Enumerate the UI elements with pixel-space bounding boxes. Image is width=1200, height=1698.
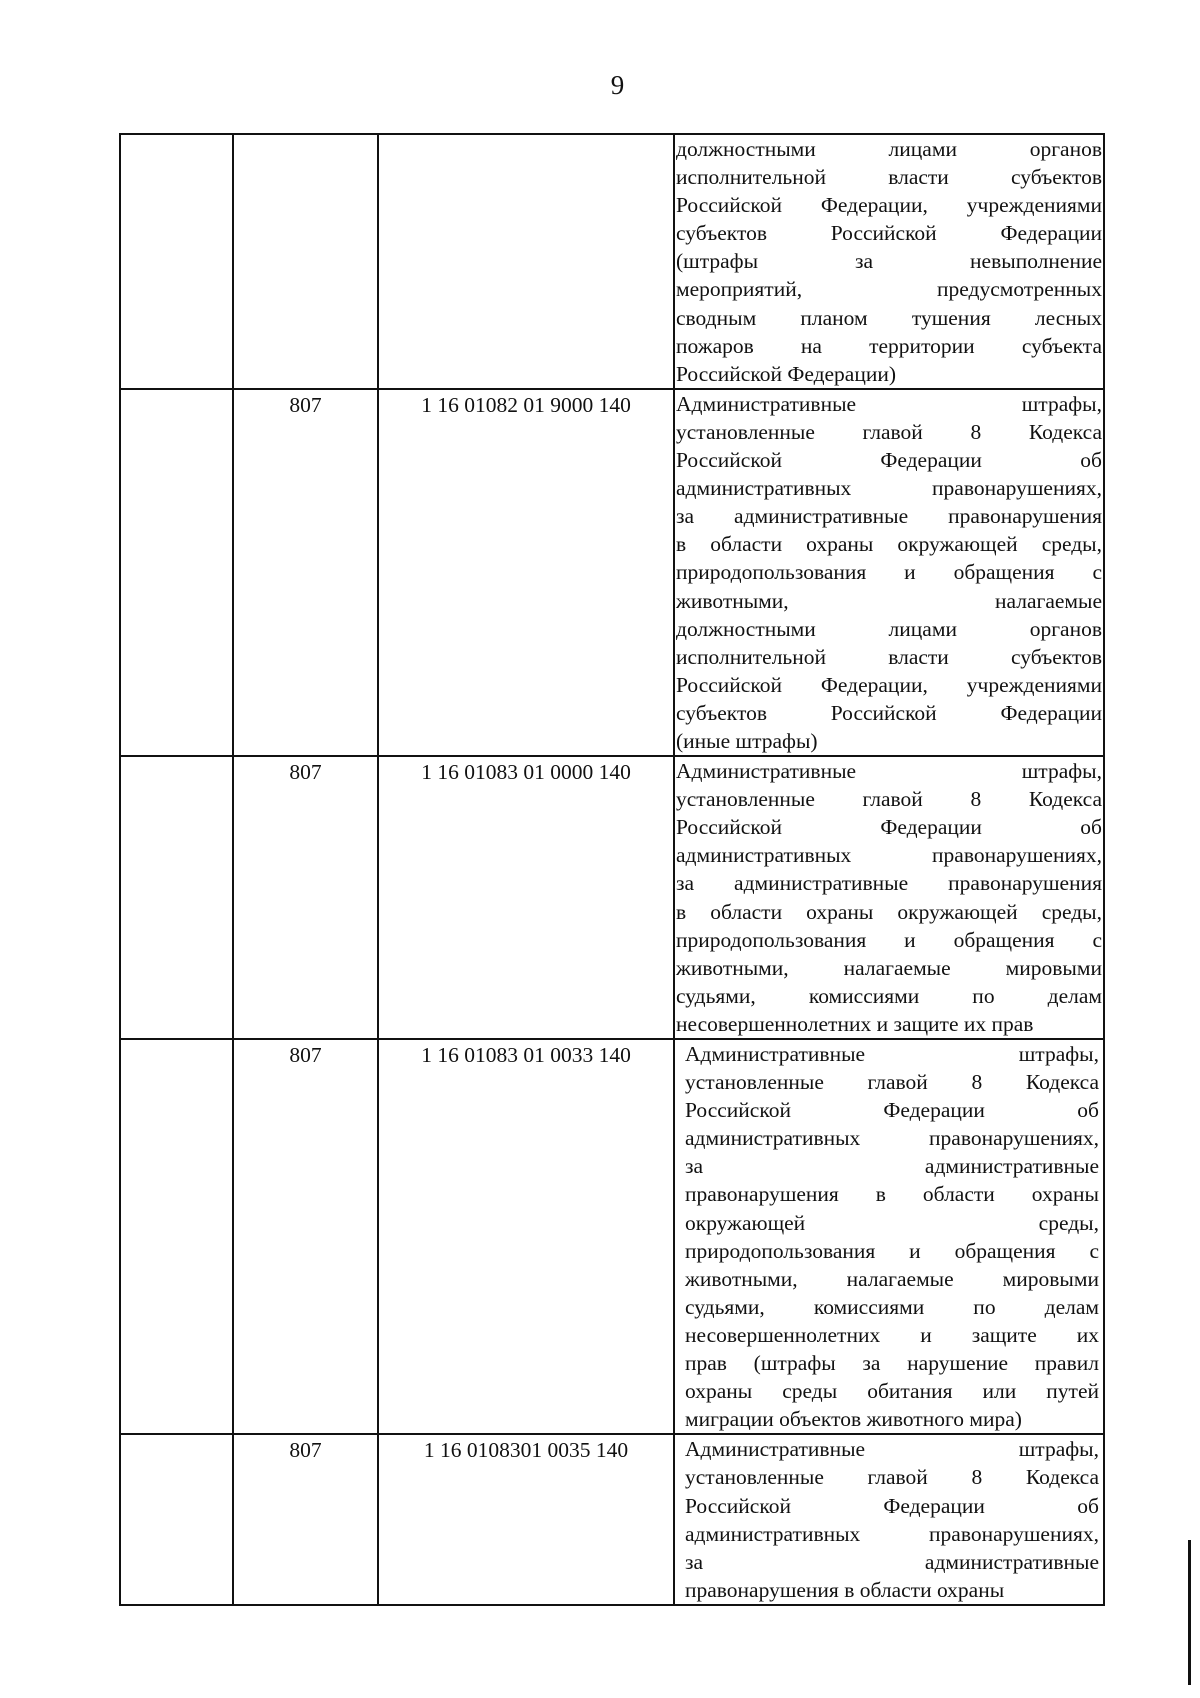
budget-code-cell: 1 16 01082 01 9000 140 [378, 389, 674, 756]
revenue-name-line: природопользования и обращения с [676, 560, 1102, 585]
revenue-name-line: за административные правонарушения [676, 871, 1102, 896]
table-row [120, 134, 1104, 389]
revenue-name-line: установленные главой 8 Кодекса [685, 1070, 1099, 1095]
revenue-name-line: животными, налагаемые мировыми [685, 1266, 1099, 1291]
revenue-name-line: миграции объектов животного мира) [685, 1407, 1022, 1432]
revenue-name-line: административных правонарушениях, [676, 843, 1102, 868]
revenue-name-line: Административные штрафы, [676, 391, 1102, 416]
revenue-name-line: природопользования и обращения с [676, 927, 1102, 952]
revenue-name-line: субъектов Российской Федерации [676, 700, 1102, 725]
budget-code-cell: 1 16 0108301 0035 140 [378, 1434, 674, 1605]
row-blank-cell [120, 756, 233, 1039]
revenue-name-line: Российской Федерации об [685, 1493, 1099, 1518]
revenue-name-line: за административные [685, 1154, 1099, 1179]
revenue-name-line: животными, налагаемые мировыми [676, 955, 1102, 980]
table-row [120, 389, 1104, 756]
revenue-name-line: (штрафы за невыполнение [676, 249, 1102, 274]
revenue-name-line: за административные правонарушения [676, 504, 1102, 529]
revenue-name-line: исполнительной власти субъектов [676, 644, 1102, 669]
revenue-name-line: должностными лицами органов [676, 137, 1102, 161]
revenue-name-cell [674, 1434, 1104, 1605]
budget-code-cell [378, 134, 674, 389]
revenue-name-line: административных правонарушениях, [676, 476, 1102, 501]
revenue-name-line: пожаров на территории субъекта [676, 333, 1102, 358]
administrator-code-cell [233, 134, 378, 389]
revenue-name-line: охраны среды обитания или путей [685, 1379, 1099, 1404]
revenue-name-line: Административные штрафы, [685, 1437, 1099, 1462]
revenue-name-line: административных правонарушениях, [685, 1126, 1099, 1151]
revenue-name-cell [674, 756, 1104, 1039]
revenue-name-line: Российской Федерации об [685, 1098, 1099, 1123]
revenue-name-line: установленные главой 8 Кодекса [676, 419, 1102, 444]
budget-code-cell: 1 16 01083 01 0000 140 [378, 756, 674, 1039]
administrator-code-cell: 807 [233, 1434, 378, 1605]
revenue-name-text [675, 390, 1103, 755]
revenue-name-line: Административные штрафы, [676, 759, 1102, 784]
revenue-name-line: мероприятий, предусмотренных [676, 277, 1102, 302]
revenue-name-line: Российской Федерации об [676, 815, 1102, 840]
revenue-name-line: субъектов Российской Федерации [676, 221, 1102, 246]
revenue-name-line: Административные штрафы, [685, 1042, 1099, 1066]
revenue-name-cell [674, 1039, 1104, 1434]
revenue-name-line: (иные штрафы) [676, 728, 818, 753]
revenue-name-line: несовершеннолетних и защите их прав [676, 1011, 1034, 1036]
page-number: 9 [610, 70, 625, 100]
revenue-name-line: судьями, комиссиями по делам [676, 983, 1102, 1008]
administrator-code-cell: 807 [233, 1039, 378, 1434]
revenue-name-text [675, 1435, 1103, 1604]
revenue-name-text [675, 1040, 1103, 1433]
table-row [120, 1434, 1104, 1605]
revenue-name-line: несовершеннолетних и защите их [685, 1322, 1099, 1347]
revenue-name-line: исполнительной власти субъектов [676, 165, 1102, 190]
administrator-code-cell: 807 [233, 389, 378, 756]
revenue-name-cell [674, 134, 1104, 389]
revenue-name-text [675, 135, 1103, 388]
revenue-name-line: правонарушения в области охраны [685, 1182, 1099, 1207]
revenue-name-line: установленные главой 8 Кодекса [685, 1465, 1099, 1490]
row-blank-cell [120, 1039, 233, 1434]
revenue-name-line: Российской Федерации, учреждениями [676, 193, 1102, 218]
budget-classification-table [119, 133, 1105, 1606]
revenue-name-line: Российской Федерации) [676, 361, 897, 386]
row-blank-cell [120, 1434, 233, 1605]
revenue-name-line: административных правонарушениях, [685, 1521, 1099, 1546]
revenue-name-line: установленные главой 8 Кодекса [676, 787, 1102, 812]
table-row [120, 1039, 1104, 1434]
revenue-name-line: за административные [685, 1549, 1099, 1574]
revenue-name-line: правонарушения в области охраны [685, 1577, 1005, 1602]
scan-edge-mark [1188, 1540, 1191, 1685]
revenue-name-line: сводным планом тушения лесных [676, 305, 1102, 330]
revenue-name-line: природопользования и обращения с [685, 1238, 1099, 1263]
budget-code-cell: 1 16 01083 01 0033 140 [378, 1039, 674, 1434]
administrator-code-cell: 807 [233, 756, 378, 1039]
table-body [120, 134, 1104, 1605]
revenue-name-line: животными, налагаемые [676, 588, 1102, 613]
revenue-name-line: судьями, комиссиями по делам [685, 1294, 1099, 1319]
revenue-name-line: должностными лицами органов [676, 616, 1102, 641]
revenue-name-line: окружающей среды, [685, 1210, 1099, 1235]
revenue-name-line: прав (штрафы за нарушение правил [685, 1351, 1099, 1376]
revenue-name-line: в области охраны окружающей среды, [676, 899, 1102, 924]
revenue-name-line: Российской Федерации, учреждениями [676, 672, 1102, 697]
revenue-name-cell [674, 389, 1104, 756]
revenue-name-line: Российской Федерации об [676, 448, 1102, 473]
revenue-name-line: в области охраны окружающей среды, [676, 532, 1102, 557]
table-row [120, 756, 1104, 1039]
row-blank-cell [120, 389, 233, 756]
row-blank-cell [120, 134, 233, 389]
revenue-name-text [675, 757, 1103, 1038]
